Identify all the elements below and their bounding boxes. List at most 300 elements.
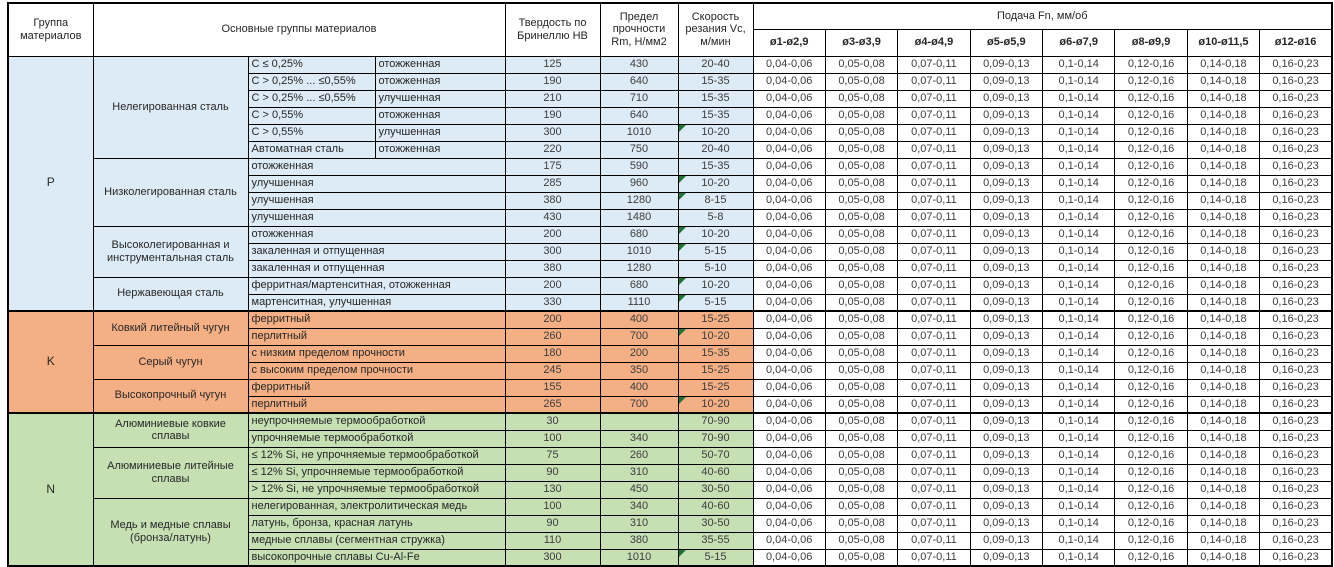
feed-cell[interactable]: 0,09-0,13	[970, 192, 1042, 209]
feed-cell[interactable]: 0,1-0,14	[1043, 532, 1115, 549]
feed-cell[interactable]: 0,1-0,14	[1043, 243, 1115, 260]
speed-cell[interactable]: 10-20	[678, 124, 753, 141]
feed-cell[interactable]: 0,14-0,18	[1187, 447, 1259, 464]
feed-cell[interactable]: 0,14-0,18	[1187, 260, 1259, 277]
feed-cell[interactable]: 0,16-0,23	[1260, 549, 1332, 566]
feed-cell[interactable]: 0,04-0,06	[753, 532, 825, 549]
feed-cell[interactable]: 0,12-0,16	[1115, 549, 1187, 566]
condition-cell[interactable]: C > 0,55%	[248, 107, 375, 124]
feed-cell[interactable]: 0,07-0,11	[898, 277, 970, 294]
feed-cell[interactable]: 0,05-0,08	[825, 311, 897, 328]
feed-cell[interactable]: 0,12-0,16	[1115, 481, 1187, 498]
feed-cell[interactable]: 0,1-0,14	[1043, 549, 1115, 566]
feed-cell[interactable]: 0,07-0,11	[898, 345, 970, 362]
feed-cell[interactable]: 0,05-0,08	[825, 56, 897, 73]
feed-cell[interactable]: 0,1-0,14	[1043, 56, 1115, 73]
feed-cell[interactable]: 0,1-0,14	[1043, 277, 1115, 294]
strength-cell[interactable]: 750	[600, 141, 678, 158]
strength-cell[interactable]: 640	[600, 107, 678, 124]
hardness-cell[interactable]: 210	[505, 90, 600, 107]
header-diameter-6[interactable]: ø8-ø9,9	[1115, 29, 1187, 56]
feed-cell[interactable]: 0,14-0,18	[1187, 328, 1259, 345]
condition-cell[interactable]: C > 0,55%	[248, 124, 375, 141]
strength-cell[interactable]: 1110	[600, 294, 678, 311]
condition-state-cell[interactable]: отожженная	[375, 56, 505, 73]
feed-cell[interactable]: 0,09-0,13	[970, 277, 1042, 294]
feed-cell[interactable]: 0,07-0,11	[898, 515, 970, 532]
hardness-cell[interactable]: 90	[505, 464, 600, 481]
material-family-cell[interactable]: Серый чугун	[93, 345, 248, 379]
feed-cell[interactable]: 0,05-0,08	[825, 209, 897, 226]
feed-cell[interactable]: 0,12-0,16	[1115, 498, 1187, 515]
speed-cell[interactable]: 15-35	[678, 90, 753, 107]
feed-cell[interactable]: 0,16-0,23	[1260, 175, 1332, 192]
feed-cell[interactable]: 0,09-0,13	[970, 413, 1042, 430]
speed-cell[interactable]: 35-55	[678, 532, 753, 549]
feed-cell[interactable]: 0,05-0,08	[825, 124, 897, 141]
feed-cell[interactable]: 0,04-0,06	[753, 447, 825, 464]
feed-cell[interactable]: 0,05-0,08	[825, 192, 897, 209]
speed-cell[interactable]: 40-60	[678, 498, 753, 515]
feed-cell[interactable]: 0,05-0,08	[825, 260, 897, 277]
hardness-cell[interactable]: 200	[505, 311, 600, 328]
feed-cell[interactable]: 0,09-0,13	[970, 498, 1042, 515]
feed-cell[interactable]: 0,1-0,14	[1043, 175, 1115, 192]
condition-cell[interactable]: C > 0,25% ... ≤0,55%	[248, 90, 375, 107]
speed-cell[interactable]: 15-35	[678, 345, 753, 362]
feed-cell[interactable]: 0,14-0,18	[1187, 277, 1259, 294]
feed-cell[interactable]: 0,1-0,14	[1043, 294, 1115, 311]
hardness-cell[interactable]: 190	[505, 107, 600, 124]
feed-cell[interactable]: 0,05-0,08	[825, 277, 897, 294]
feed-cell[interactable]: 0,1-0,14	[1043, 515, 1115, 532]
feed-cell[interactable]: 0,1-0,14	[1043, 260, 1115, 277]
feed-cell[interactable]: 0,16-0,23	[1260, 56, 1332, 73]
feed-cell[interactable]: 0,14-0,18	[1187, 515, 1259, 532]
feed-cell[interactable]: 0,12-0,16	[1115, 294, 1187, 311]
feed-cell[interactable]: 0,14-0,18	[1187, 413, 1259, 430]
strength-cell[interactable]: 380	[600, 532, 678, 549]
feed-cell[interactable]: 0,12-0,16	[1115, 345, 1187, 362]
speed-cell[interactable]: 10-20	[678, 396, 753, 413]
feed-cell[interactable]: 0,14-0,18	[1187, 294, 1259, 311]
strength-cell[interactable]: 680	[600, 226, 678, 243]
feed-cell[interactable]: 0,09-0,13	[970, 549, 1042, 566]
feed-cell[interactable]: 0,12-0,16	[1115, 107, 1187, 124]
feed-cell[interactable]: 0,05-0,08	[825, 73, 897, 90]
header-tensile-strength[interactable]: Предел прочности Rm, Н/мм2	[600, 3, 678, 56]
feed-cell[interactable]: 0,04-0,06	[753, 90, 825, 107]
feed-cell[interactable]: 0,05-0,08	[825, 107, 897, 124]
feed-cell[interactable]: 0,1-0,14	[1043, 73, 1115, 90]
feed-cell[interactable]: 0,07-0,11	[898, 260, 970, 277]
header-diameter-7[interactable]: ø10-ø11,5	[1187, 29, 1259, 56]
feed-cell[interactable]: 0,12-0,16	[1115, 260, 1187, 277]
feed-cell[interactable]: 0,05-0,08	[825, 396, 897, 413]
feed-cell[interactable]: 0,16-0,23	[1260, 311, 1332, 328]
hardness-cell[interactable]: 245	[505, 362, 600, 379]
feed-cell[interactable]: 0,05-0,08	[825, 328, 897, 345]
feed-cell[interactable]: 0,16-0,23	[1260, 362, 1332, 379]
feed-cell[interactable]: 0,16-0,23	[1260, 481, 1332, 498]
strength-cell[interactable]: 1010	[600, 124, 678, 141]
feed-cell[interactable]: 0,16-0,23	[1260, 498, 1332, 515]
feed-cell[interactable]: 0,09-0,13	[970, 396, 1042, 413]
speed-cell[interactable]: 30-50	[678, 481, 753, 498]
feed-cell[interactable]: 0,1-0,14	[1043, 158, 1115, 175]
feed-cell[interactable]: 0,1-0,14	[1043, 498, 1115, 515]
feed-cell[interactable]: 0,07-0,11	[898, 379, 970, 396]
feed-cell[interactable]: 0,09-0,13	[970, 362, 1042, 379]
feed-cell[interactable]: 0,1-0,14	[1043, 345, 1115, 362]
feed-cell[interactable]: 0,16-0,23	[1260, 379, 1332, 396]
feed-cell[interactable]: 0,14-0,18	[1187, 396, 1259, 413]
speed-cell[interactable]: 15-35	[678, 158, 753, 175]
feed-cell[interactable]: 0,05-0,08	[825, 515, 897, 532]
feed-cell[interactable]: 0,05-0,08	[825, 498, 897, 515]
feed-cell[interactable]: 0,09-0,13	[970, 481, 1042, 498]
speed-cell[interactable]: 15-25	[678, 379, 753, 396]
header-diameter-8[interactable]: ø12-ø16	[1260, 29, 1332, 56]
hardness-cell[interactable]: 100	[505, 430, 600, 447]
feed-cell[interactable]: 0,04-0,06	[753, 430, 825, 447]
feed-cell[interactable]: 0,07-0,11	[898, 243, 970, 260]
feed-cell[interactable]: 0,07-0,11	[898, 175, 970, 192]
feed-cell[interactable]: 0,05-0,08	[825, 90, 897, 107]
hardness-cell[interactable]: 430	[505, 209, 600, 226]
feed-cell[interactable]: 0,07-0,11	[898, 124, 970, 141]
material-family-cell[interactable]: Высоколегированная и инструментальная сталь	[93, 226, 248, 277]
feed-cell[interactable]: 0,14-0,18	[1187, 549, 1259, 566]
feed-cell[interactable]: 0,09-0,13	[970, 158, 1042, 175]
feed-cell[interactable]: 0,09-0,13	[970, 447, 1042, 464]
feed-cell[interactable]: 0,07-0,11	[898, 90, 970, 107]
hardness-cell[interactable]: 380	[505, 192, 600, 209]
feed-cell[interactable]: 0,07-0,11	[898, 362, 970, 379]
feed-cell[interactable]: 0,16-0,23	[1260, 294, 1332, 311]
feed-cell[interactable]: 0,04-0,06	[753, 124, 825, 141]
condition-cell[interactable]: нелегированная, электролитическая медь	[248, 498, 505, 515]
feed-cell[interactable]: 0,1-0,14	[1043, 192, 1115, 209]
feed-cell[interactable]: 0,04-0,06	[753, 260, 825, 277]
header-diameter-1[interactable]: ø1-ø2,9	[753, 29, 825, 56]
feed-cell[interactable]: 0,16-0,23	[1260, 209, 1332, 226]
feed-cell[interactable]: 0,12-0,16	[1115, 226, 1187, 243]
feed-cell[interactable]: 0,04-0,06	[753, 464, 825, 481]
feed-cell[interactable]: 0,09-0,13	[970, 294, 1042, 311]
feed-cell[interactable]: 0,07-0,11	[898, 396, 970, 413]
hardness-cell[interactable]: 155	[505, 379, 600, 396]
strength-cell[interactable]: 710	[600, 90, 678, 107]
hardness-cell[interactable]: 200	[505, 277, 600, 294]
feed-cell[interactable]: 0,14-0,18	[1187, 481, 1259, 498]
strength-cell[interactable]: 590	[600, 158, 678, 175]
feed-cell[interactable]: 0,05-0,08	[825, 226, 897, 243]
strength-cell[interactable]: 1480	[600, 209, 678, 226]
feed-cell[interactable]: 0,05-0,08	[825, 141, 897, 158]
speed-cell[interactable]: 5-15	[678, 294, 753, 311]
feed-cell[interactable]: 0,14-0,18	[1187, 430, 1259, 447]
feed-cell[interactable]: 0,12-0,16	[1115, 56, 1187, 73]
feed-cell[interactable]: 0,16-0,23	[1260, 260, 1332, 277]
condition-state-cell[interactable]: улучшенная	[375, 124, 505, 141]
speed-cell[interactable]: 15-35	[678, 107, 753, 124]
feed-cell[interactable]: 0,16-0,23	[1260, 430, 1332, 447]
strength-cell[interactable]: 400	[600, 379, 678, 396]
material-family-cell[interactable]: Ковкий литейный чугун	[93, 311, 248, 345]
feed-cell[interactable]: 0,12-0,16	[1115, 328, 1187, 345]
feed-cell[interactable]: 0,14-0,18	[1187, 73, 1259, 90]
feed-cell[interactable]: 0,12-0,16	[1115, 311, 1187, 328]
feed-cell[interactable]: 0,07-0,11	[898, 107, 970, 124]
hardness-cell[interactable]: 75	[505, 447, 600, 464]
feed-cell[interactable]: 0,04-0,06	[753, 192, 825, 209]
hardness-cell[interactable]: 300	[505, 549, 600, 566]
condition-cell[interactable]: ферритный	[248, 379, 505, 396]
strength-cell[interactable]: 1280	[600, 192, 678, 209]
feed-cell[interactable]: 0,09-0,13	[970, 379, 1042, 396]
condition-cell[interactable]: перлитный	[248, 396, 505, 413]
feed-cell[interactable]: 0,04-0,06	[753, 396, 825, 413]
feed-cell[interactable]: 0,1-0,14	[1043, 396, 1115, 413]
feed-cell[interactable]: 0,05-0,08	[825, 481, 897, 498]
condition-cell[interactable]: мартенситная, улучшенная	[248, 294, 505, 311]
condition-state-cell[interactable]: отожженная	[375, 73, 505, 90]
feed-cell[interactable]: 0,09-0,13	[970, 311, 1042, 328]
feed-cell[interactable]: 0,14-0,18	[1187, 532, 1259, 549]
hardness-cell[interactable]: 200	[505, 226, 600, 243]
hardness-cell[interactable]: 30	[505, 413, 600, 430]
material-family-cell[interactable]: Медь и медные сплавы (бронза/латунь)	[93, 498, 248, 566]
feed-cell[interactable]: 0,12-0,16	[1115, 447, 1187, 464]
feed-cell[interactable]: 0,12-0,16	[1115, 243, 1187, 260]
feed-cell[interactable]: 0,09-0,13	[970, 175, 1042, 192]
feed-cell[interactable]: 0,07-0,11	[898, 56, 970, 73]
feed-cell[interactable]: 0,1-0,14	[1043, 226, 1115, 243]
strength-cell[interactable]: 1010	[600, 243, 678, 260]
feed-cell[interactable]: 0,04-0,06	[753, 413, 825, 430]
feed-cell[interactable]: 0,1-0,14	[1043, 124, 1115, 141]
speed-cell[interactable]: 40-60	[678, 464, 753, 481]
condition-cell[interactable]: закаленная и отпущенная	[248, 243, 505, 260]
strength-cell[interactable]: 260	[600, 447, 678, 464]
feed-cell[interactable]: 0,05-0,08	[825, 294, 897, 311]
hardness-cell[interactable]: 265	[505, 396, 600, 413]
feed-cell[interactable]: 0,16-0,23	[1260, 141, 1332, 158]
material-family-cell[interactable]: Нержавеющая сталь	[93, 277, 248, 311]
feed-cell[interactable]: 0,04-0,06	[753, 243, 825, 260]
speed-cell[interactable]: 70-90	[678, 430, 753, 447]
condition-cell[interactable]: закаленная и отпущенная	[248, 260, 505, 277]
hardness-cell[interactable]: 110	[505, 532, 600, 549]
feed-cell[interactable]: 0,16-0,23	[1260, 158, 1332, 175]
feed-cell[interactable]: 0,09-0,13	[970, 328, 1042, 345]
header-diameter-3[interactable]: ø4-ø4,9	[898, 29, 970, 56]
feed-cell[interactable]: 0,07-0,11	[898, 294, 970, 311]
condition-cell[interactable]: улучшенная	[248, 192, 505, 209]
condition-cell[interactable]: улучшенная	[248, 209, 505, 226]
speed-cell[interactable]: 70-90	[678, 413, 753, 430]
feed-cell[interactable]: 0,1-0,14	[1043, 90, 1115, 107]
feed-cell[interactable]: 0,09-0,13	[970, 141, 1042, 158]
feed-cell[interactable]: 0,05-0,08	[825, 549, 897, 566]
feed-cell[interactable]: 0,12-0,16	[1115, 396, 1187, 413]
feed-cell[interactable]: 0,16-0,23	[1260, 345, 1332, 362]
condition-cell[interactable]: C ≤ 0,25%	[248, 56, 375, 73]
condition-cell[interactable]: с низким пределом прочности	[248, 345, 505, 362]
feed-cell[interactable]: 0,07-0,11	[898, 209, 970, 226]
speed-cell[interactable]: 10-20	[678, 175, 753, 192]
feed-cell[interactable]: 0,09-0,13	[970, 73, 1042, 90]
feed-cell[interactable]: 0,04-0,06	[753, 379, 825, 396]
strength-cell[interactable]: 640	[600, 73, 678, 90]
feed-cell[interactable]: 0,07-0,11	[898, 413, 970, 430]
feed-cell[interactable]: 0,09-0,13	[970, 90, 1042, 107]
feed-cell[interactable]: 0,16-0,23	[1260, 243, 1332, 260]
feed-cell[interactable]: 0,09-0,13	[970, 515, 1042, 532]
feed-cell[interactable]: 0,12-0,16	[1115, 430, 1187, 447]
feed-cell[interactable]: 0,12-0,16	[1115, 141, 1187, 158]
feed-cell[interactable]: 0,09-0,13	[970, 243, 1042, 260]
feed-cell[interactable]: 0,04-0,06	[753, 362, 825, 379]
feed-cell[interactable]: 0,14-0,18	[1187, 243, 1259, 260]
feed-cell[interactable]: 0,04-0,06	[753, 158, 825, 175]
feed-cell[interactable]: 0,09-0,13	[970, 532, 1042, 549]
feed-cell[interactable]: 0,12-0,16	[1115, 277, 1187, 294]
hardness-cell[interactable]: 190	[505, 73, 600, 90]
condition-cell[interactable]: Автоматная сталь	[248, 141, 375, 158]
feed-cell[interactable]: 0,09-0,13	[970, 209, 1042, 226]
feed-cell[interactable]: 0,14-0,18	[1187, 90, 1259, 107]
condition-state-cell[interactable]: улучшенная	[375, 90, 505, 107]
feed-cell[interactable]: 0,16-0,23	[1260, 464, 1332, 481]
header-brinell-hardness[interactable]: Твердость по Бринеллю НВ	[505, 3, 600, 56]
feed-cell[interactable]: 0,1-0,14	[1043, 311, 1115, 328]
feed-cell[interactable]: 0,1-0,14	[1043, 379, 1115, 396]
feed-cell[interactable]: 0,14-0,18	[1187, 175, 1259, 192]
feed-cell[interactable]: 0,05-0,08	[825, 532, 897, 549]
feed-cell[interactable]: 0,1-0,14	[1043, 141, 1115, 158]
condition-cell[interactable]: с высоким пределом прочности	[248, 362, 505, 379]
speed-cell[interactable]: 20-40	[678, 141, 753, 158]
feed-cell[interactable]: 0,04-0,06	[753, 175, 825, 192]
condition-cell[interactable]: ферритная/мартенситная, отожженная	[248, 277, 505, 294]
condition-cell[interactable]: отожженная	[248, 158, 505, 175]
speed-cell[interactable]: 30-50	[678, 515, 753, 532]
feed-cell[interactable]: 0,07-0,11	[898, 464, 970, 481]
hardness-cell[interactable]: 380	[505, 260, 600, 277]
feed-cell[interactable]: 0,09-0,13	[970, 345, 1042, 362]
condition-cell[interactable]: перлитный	[248, 328, 505, 345]
condition-cell[interactable]: улучшенная	[248, 175, 505, 192]
feed-cell[interactable]: 0,12-0,16	[1115, 124, 1187, 141]
feed-cell[interactable]: 0,1-0,14	[1043, 481, 1115, 498]
speed-cell[interactable]: 5-15	[678, 243, 753, 260]
feed-cell[interactable]: 0,16-0,23	[1260, 90, 1332, 107]
feed-cell[interactable]: 0,12-0,16	[1115, 362, 1187, 379]
feed-cell[interactable]: 0,14-0,18	[1187, 192, 1259, 209]
feed-cell[interactable]: 0,14-0,18	[1187, 464, 1259, 481]
feed-cell[interactable]: 0,16-0,23	[1260, 124, 1332, 141]
feed-cell[interactable]: 0,07-0,11	[898, 192, 970, 209]
feed-cell[interactable]: 0,04-0,06	[753, 345, 825, 362]
strength-cell[interactable]: 1280	[600, 260, 678, 277]
feed-cell[interactable]: 0,05-0,08	[825, 464, 897, 481]
strength-cell[interactable]: 1010	[600, 549, 678, 566]
condition-cell[interactable]: ферритный	[248, 311, 505, 328]
speed-cell[interactable]: 10-20	[678, 226, 753, 243]
hardness-cell[interactable]: 330	[505, 294, 600, 311]
material-family-cell[interactable]: Нелегированная сталь	[93, 56, 248, 158]
condition-cell[interactable]: высокопрочные сплавы Cu-Al-Fe	[248, 549, 505, 566]
feed-cell[interactable]: 0,16-0,23	[1260, 73, 1332, 90]
feed-cell[interactable]: 0,16-0,23	[1260, 226, 1332, 243]
speed-cell[interactable]: 15-35	[678, 73, 753, 90]
feed-cell[interactable]: 0,05-0,08	[825, 345, 897, 362]
header-feed[interactable]: Подача Fn, мм/об	[753, 3, 1332, 29]
feed-cell[interactable]: 0,1-0,14	[1043, 430, 1115, 447]
header-main-material-groups[interactable]: Основные группы материалов	[93, 3, 505, 56]
hardness-cell[interactable]: 285	[505, 175, 600, 192]
strength-cell[interactable]: 960	[600, 175, 678, 192]
condition-cell[interactable]: отожженная	[248, 226, 505, 243]
feed-cell[interactable]: 0,12-0,16	[1115, 73, 1187, 90]
feed-cell[interactable]: 0,1-0,14	[1043, 447, 1115, 464]
speed-cell[interactable]: 5-15	[678, 549, 753, 566]
feed-cell[interactable]: 0,14-0,18	[1187, 498, 1259, 515]
feed-cell[interactable]: 0,07-0,11	[898, 311, 970, 328]
feed-cell[interactable]: 0,12-0,16	[1115, 413, 1187, 430]
feed-cell[interactable]: 0,07-0,11	[898, 481, 970, 498]
strength-cell[interactable]: 450	[600, 481, 678, 498]
feed-cell[interactable]: 0,14-0,18	[1187, 226, 1259, 243]
hardness-cell[interactable]: 220	[505, 141, 600, 158]
material-family-cell[interactable]: Алюминиевые литейные сплавы	[93, 447, 248, 498]
condition-state-cell[interactable]: отожженная	[375, 107, 505, 124]
strength-cell[interactable]: 700	[600, 396, 678, 413]
feed-cell[interactable]: 0,05-0,08	[825, 243, 897, 260]
feed-cell[interactable]: 0,04-0,06	[753, 277, 825, 294]
strength-cell[interactable]: 680	[600, 277, 678, 294]
feed-cell[interactable]: 0,1-0,14	[1043, 209, 1115, 226]
hardness-cell[interactable]: 300	[505, 124, 600, 141]
feed-cell[interactable]: 0,05-0,08	[825, 430, 897, 447]
feed-cell[interactable]: 0,07-0,11	[898, 158, 970, 175]
feed-cell[interactable]: 0,12-0,16	[1115, 532, 1187, 549]
feed-cell[interactable]: 0,09-0,13	[970, 464, 1042, 481]
feed-cell[interactable]: 0,12-0,16	[1115, 209, 1187, 226]
feed-cell[interactable]: 0,09-0,13	[970, 56, 1042, 73]
feed-cell[interactable]: 0,07-0,11	[898, 226, 970, 243]
hardness-cell[interactable]: 260	[505, 328, 600, 345]
feed-cell[interactable]: 0,05-0,08	[825, 175, 897, 192]
material-family-cell[interactable]: Низколегированная сталь	[93, 158, 248, 226]
condition-cell[interactable]: C > 0,25% ... ≤0,55%	[248, 73, 375, 90]
strength-cell[interactable]	[600, 413, 678, 430]
speed-cell[interactable]: 15-25	[678, 311, 753, 328]
feed-cell[interactable]: 0,04-0,06	[753, 294, 825, 311]
feed-cell[interactable]: 0,04-0,06	[753, 549, 825, 566]
speed-cell[interactable]: 8-15	[678, 192, 753, 209]
strength-cell[interactable]: 350	[600, 362, 678, 379]
group-letter-cell[interactable]: N	[8, 413, 93, 566]
feed-cell[interactable]: 0,05-0,08	[825, 447, 897, 464]
feed-cell[interactable]: 0,09-0,13	[970, 430, 1042, 447]
feed-cell[interactable]: 0,14-0,18	[1187, 379, 1259, 396]
strength-cell[interactable]: 340	[600, 430, 678, 447]
feed-cell[interactable]: 0,16-0,23	[1260, 447, 1332, 464]
feed-cell[interactable]: 0,07-0,11	[898, 141, 970, 158]
